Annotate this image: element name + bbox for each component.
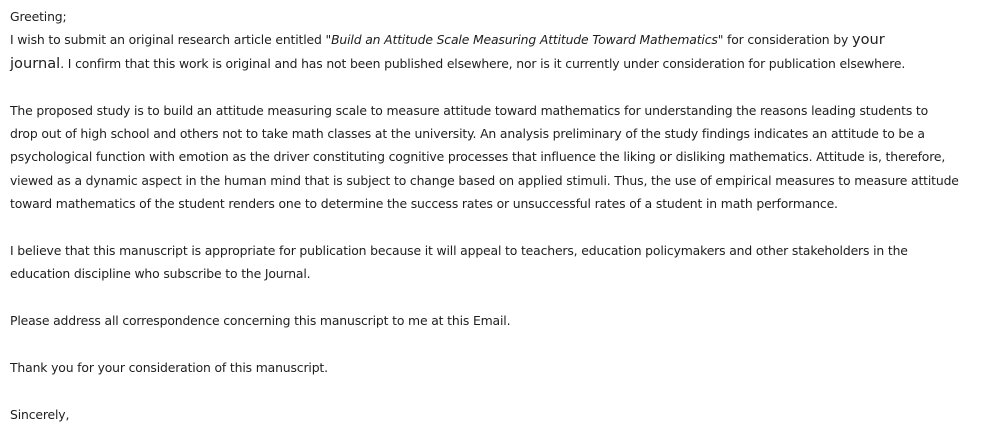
appeal-paragraph [10,239,995,286]
intro-word-your: your [851,31,885,49]
study-line: viewed as a dynamic aspect in the human mind that is subject to change based on applied stimuli. Thus, the use of empirical measures to measure attitude [10,172,959,188]
study-line: The proposed study is to build an attitude measuring scale to measure attitude toward mathematics for understanding the reasons leading students to [10,102,929,118]
intro-line-2-rest: . I confirm that this work is original and has not been published elsewhere, nor is it currently under consideration for publication elsewhere. [60,55,906,71]
study-line: psychological function with emotion as the driver constituting cognitive processes that influence the liking or disliking mathematics. Attitude is, therefore, [10,149,946,165]
intro-line-2 [10,52,995,75]
study-paragraph [10,99,995,216]
paragraph-gap [10,75,995,98]
intro-text-before-title: I wish to submit an original research article entitled " [10,32,332,48]
paragraph-gap [10,216,995,239]
cover-letter [10,0,995,426]
closing-line: Sincerely, [10,406,70,422]
paragraph-gap [10,332,995,355]
study-line: toward mathematics of the student renders one to determine the success rates or unsuccessful rates of a student in math performance. [10,196,838,212]
greeting: Greeting; [10,9,67,24]
appeal-line: education discipline who subscribe to the Journal. [10,266,311,282]
intro-word-journal: journal [10,54,61,72]
appeal-line: I believe that this manuscript is appropriate for publication because it will appeal to teachers, education policymakers and other stakeholders in the [10,242,908,258]
paragraph-gap [10,286,995,309]
thanks-line: Thank you for your consideration of this manuscript. [10,359,328,375]
correspondence-line: Please address all correspondence concerning this manuscript to me at this Email. [10,313,511,329]
study-line: drop out of high school and others not to take math classes at the university. An analysis preliminary of the study findings indicates an attitude to be a [10,125,925,141]
intro-text-after-title: " for consideration by [717,32,852,48]
intro-line-1 [10,28,995,51]
article-title: Build an Attitude Scale Measuring Attitude Toward Mathematics [331,32,718,48]
paragraph-gap [10,379,995,402]
